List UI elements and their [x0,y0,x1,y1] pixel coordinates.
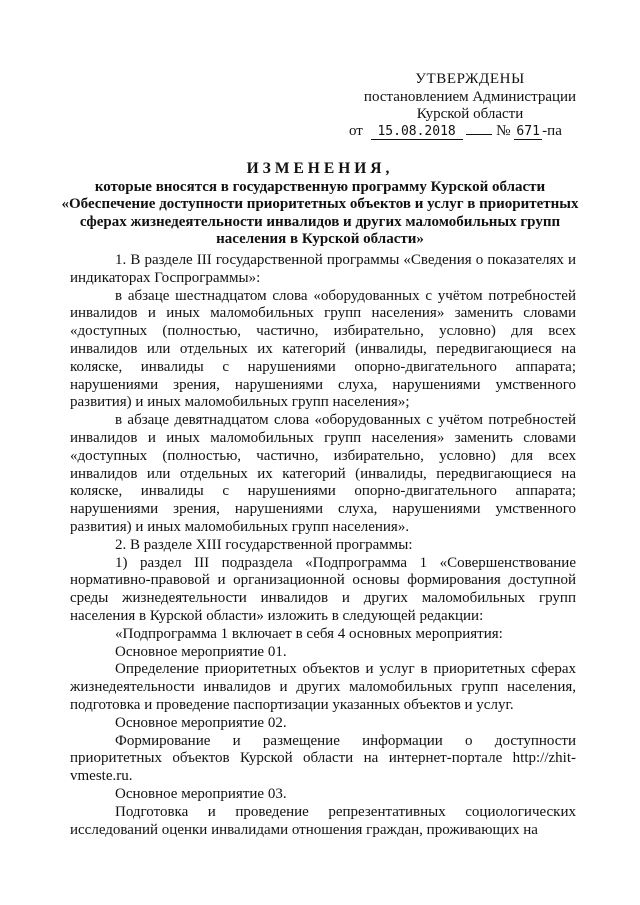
document-title [60,160,580,249]
paragraph: «Подпрограмма 1 включает в себя 4 основных мероприятия: [115,625,503,642]
paragraph: в абзаце девятнадцатом слова «оборудованных с учётом потребностей инвалидов и иных маломобильных групп населения» заменить словами «доступных (полностью, частично, избирательно, условно) для всех инвалидов или отдельных их категорий (инвалиды, передвигающиеся на коляске, инвалиды с нарушениями опорно-двигательного аппарата; нарушениями зрения, нарушениями слуха, нарушениями умственного развития) и иных маломобильных групп населения». [70,412,576,535]
paragraph: Основное мероприятие 01. [115,643,287,660]
approval-stamp [345,71,595,124]
paragraph: Основное мероприятие 02. [115,714,287,731]
decree-number: 671 [514,124,542,140]
title-main: ИЗМЕНЕНИЯ, [246,160,394,177]
from-label: от [349,123,363,139]
document-body [70,252,576,839]
date-underline-gap [466,134,492,135]
number-label: № [496,123,511,139]
decree-label: постановлением Администрации [363,88,577,105]
paragraph: Основное мероприятие 03. [115,785,287,802]
title-subtitle: которые вносятся в государственную программу Курской области «Обеспечение доступности приоритетных объектов и услуг в приоритетных сферах жизнедеятельности инвалидов и других маломобильных групп населения в Курской области» [61,178,579,247]
paragraph: в абзаце шестнадцатом слова «оборудованных с учётом потребностей инвалидов и иных маломобильных групп населения» заменить словами «доступных (полностью, частично, избирательно, условно) для всех инвалидов или отдельных их категорий (инвалиды, передвигающиеся на коляске, инвалиды с нарушениями опорно-двигательного аппарата; нарушениями зрения, нарушениями слуха, нарушениями умственного развития) и иных маломобильных групп населения»; [70,287,576,411]
region-label: Курской области [416,106,524,122]
decree-date-line [349,123,609,140]
decree-date: 15.08.2018 [371,124,463,140]
paragraph: Подготовка и проведение репрезентативных социологических исследований оценки инвалидами отношения граждан, проживающих на [70,803,576,838]
paragraph: Формирование и размещение информации о доступности приоритетных объектов Курской области на интернет-портале http://zhit-vmeste.ru. [70,732,576,785]
paragraph: 1. В разделе III государственной программы «Сведения о показателях и индикаторах Госпрограммы»: [70,252,576,286]
number-suffix: -па [542,123,562,139]
paragraph: 1) раздел III подраздела «Подпрограмма 1 «Совершенствование нормативно-правовой и организационной основы формирования доступной среды жизнедеятельности инвалидов и других маломобильных групп населения в Курской области» изложить в следующей редакции: [70,554,576,624]
approved-label: УТВЕРЖДЕНЫ [415,71,525,87]
paragraph: Определение приоритетных объектов и услуг в приоритетных сферах жизнедеятельности инвалидов и других маломобильных групп населения, подготовка и проведение паспортизации указанных объектов и услуг. [70,661,576,713]
paragraph: 2. В разделе XIII государственной программы: [115,536,413,553]
